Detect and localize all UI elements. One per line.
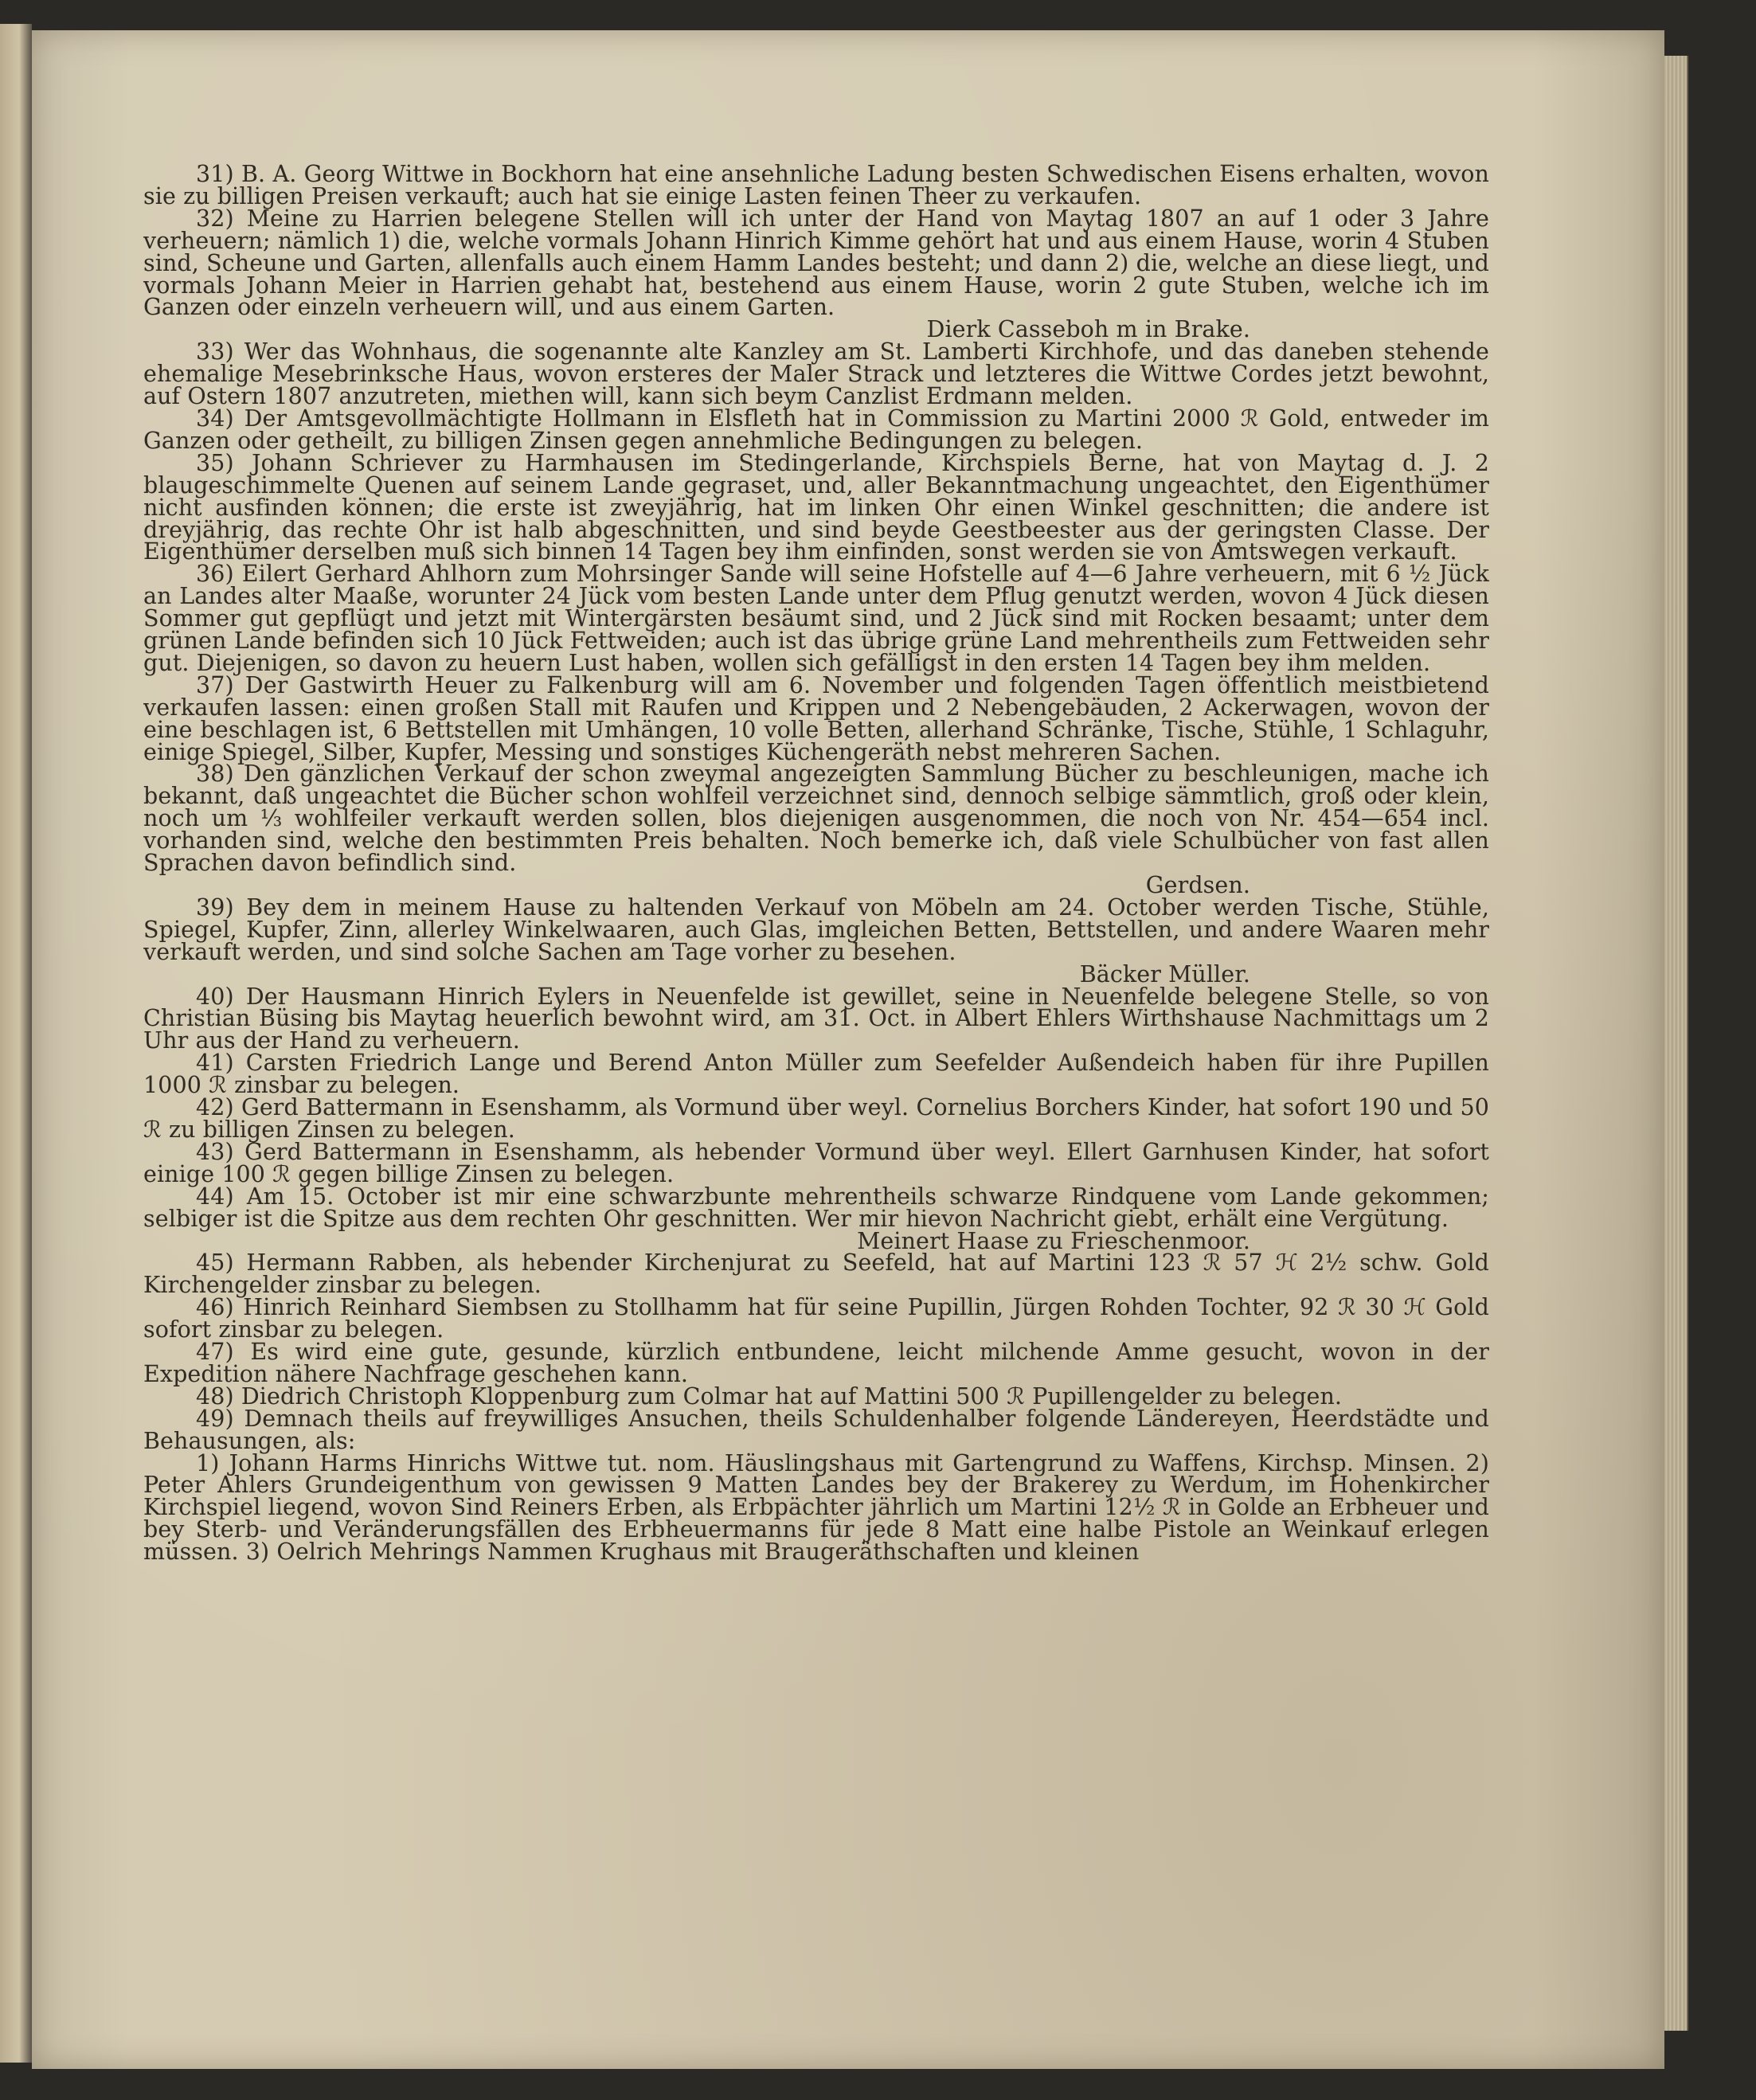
page-stack-edge: [1664, 56, 1688, 2031]
announcement-33: [143, 338, 1489, 410]
announcement-49: [143, 1405, 1489, 1454]
entry-number: 42): [196, 1094, 234, 1121]
entry-text: Wer das Wohnhaus, die sogenannte alte Kanzley am St. Lamberti Kirchhofe, und das daneben stehende ehemalige Mesebrinksche Haus, wovon ersteres der Maler Strack und letzteres die Wittwe Cordes jetzt bewohnt, auf Ostern 1807 anzutreten, miethen will, kann sich beym Canzlist Erdmann melden.: [143, 338, 1489, 410]
entry-number: 46): [196, 1294, 234, 1321]
entry-number: 40): [196, 983, 234, 1010]
entry-number: 35): [196, 449, 234, 476]
signature-38: Gerdsen.: [1145, 872, 1250, 898]
entry-number: 36): [196, 561, 234, 588]
announcement-45: [143, 1249, 1489, 1299]
entry-number: 45): [196, 1249, 234, 1277]
announcement-31: [143, 163, 1489, 208]
entry-number: 44): [196, 1183, 234, 1210]
announcement-48: [143, 1382, 1489, 1410]
announcement-43: [143, 1138, 1489, 1187]
announcement-49-list: [143, 1449, 1489, 1566]
entry-text: Es wird eine gute, gesunde, kürzlich entbundene, leicht milchende Amme gesucht, wovon in der Expedition nähere Nachfrage geschehen kann.: [143, 1339, 1489, 1387]
entry-text: Johann Schriever zu Harmhausen im Stedingerlande, Kirchspiels Berne, hat von Maytag d. J. 2 blaugeschimmelte Quenen auf seinem Lande gegraset, und, aller Bekanntmachung ungeachtet, den Eigenthümer nicht ausfinden können; die erste ist zweyjährig, hat im linken Ohr einen Winkel geschnitten; die andere ist dreyjährig, das rechte Ohr ist halb abgeschnitten, und sind beyde Geestbeester aus der geringsten Classe. Der Eigenthümer derselben muß sich binnen 14 Tagen bey ihm einfinden, sonst werden sie von Amtswegen verkauft.: [143, 449, 1489, 565]
entry-text: Demnach theils auf freywilliges Ansuchen, theils Schuldenhalber folgende Ländereyen, Heerdstädte und Behausungen, als:: [143, 1405, 1489, 1454]
entry-text: Eilert Gerhard Ahlhorn zum Mohrsinger Sande will seine Hofstelle auf 4—6 Jahre verheuern, mit 6 ½ Jück an Landes alter Maaße, worunter 24 Jück vom besten Lande unter dem Pflug genutzt werden, wovon 4 Jück diesen Sommer gut gepflügt und jetzt mit Wintergärsten besäumt sind, und 2 Jück sind mit Rocken besaamt; unter dem grünen Lande befinden sich 10 Jück Fettweiden; auch ist das übrige grüne Land mehrentheils zum Fettweiden sehr gut. Diejenigen, so davon zu heuern Lust haben, wollen sich gefälligst in den ersten 14 Tagen bey ihm melden.: [143, 561, 1489, 676]
announcement-34: [143, 405, 1489, 454]
announcement-46: [143, 1296, 1489, 1341]
entry-number: 47): [196, 1339, 234, 1366]
announcement-42: [143, 1094, 1489, 1143]
announcement-36: [143, 563, 1489, 675]
entry-text: Der Gastwirth Heuer zu Falkenburg will am 6. November und folgenden Tagen öffentlich meistbietend verkaufen lassen: einen großen Stall mit Raufen und Krippen und 2 Nebengebäuden, 2 Ackerwagen, wovon der eine beschlagen ist, 6 Bettstellen mit Umhängen, 10 volle Betten, allerhand Schränke, Tische, Stühle, 1 Schlaguhr, einige Spiegel, Silber, Kupfer, Messing und sonstiges Küchengeräth nebst mehreren Sachen.: [143, 671, 1489, 765]
left-page-edge: [0, 24, 32, 2063]
entry-number: 32): [196, 205, 234, 232]
entry-number: 31): [196, 163, 234, 187]
entry-number: 33): [196, 338, 234, 366]
entry-text: 1) Johann Harms Hinrichs Wittwe tut. nom. Häuslingshaus mit Gartengrund zu Waffens, Kirchsp. Minsen. 2) Peter Ahlers Grundeigenthum von gewissen 9 Matten Landes bey der Brakerey zu Werdum, im Hohenkircher Kirchspiel liegend, wovon Sind Reiners Erben, als Erbpächter jährlich um Martini 12½ ℛ in Golde an Erbheuer und bey Sterb- und Veränderungsfällen des Erbheuermanns für jede 8 Matt eine halbe Pistole an Weinkauf erlegen müssen. 3) Oelrich Mehrings Nammen Krughaus mit Braugeräthschaften und kleinen: [143, 1449, 1489, 1566]
announcement-40: [143, 983, 1489, 1054]
entry-number: 38): [196, 761, 234, 788]
announcement-32: [143, 205, 1489, 321]
entry-text: Meine zu Harrien belegene Stellen will ich unter der Hand von Maytag 1807 an auf 1 oder 3 Jahre verheuern; nämlich 1) die, welche vormals Johann Hinrich Kimme gehört hat und aus einem Hause, worin 4 Stuben sind, Scheune und Garten, allenfalls auch einem Hamm Landes besteht; und dann 2) die, welche an diese liegt, und vormals Johann Meier in Harrien gehabt hat, bestehend aus einem Hause, worin 2 gute Stuben, welche ich im Ganzen oder einzeln verheuern will, und aus einem Garten.: [143, 205, 1489, 321]
entry-number: 34): [196, 405, 234, 432]
entry-number: 43): [196, 1138, 234, 1165]
announcement-47: [143, 1341, 1489, 1386]
announcement-35: [143, 449, 1489, 565]
entry-text: Den gänzlichen Verkauf der schon zweymal angezeigten Sammlung Bücher zu beschleunigen, mache ich bekannt, daß ungeachtet die Bücher schon wohlfeil verzeichnet sind, dennoch selbige sämmtlich, groß oder klein, noch um ⅓ wohlfeiler verkauft werden sollen, blos diejenigen ausgenommen, die noch von Nr. 454—654 incl. vorhanden sind, welche den bestimmten Preis behalten. Noch bemerke ich, daß viele Schulbücher von fast allen Sprachen davon befindlich sind.: [143, 761, 1489, 877]
entry-number: 49): [196, 1405, 234, 1432]
entry-text: Hermann Rabben, als hebender Kirchenjurat zu Seefeld, hat auf Martini 123 ℛ 57 ℋ 2½ schw. Gold Kirchengelder zinsbar zu belegen.: [143, 1249, 1489, 1299]
announcement-44: [143, 1183, 1489, 1232]
announcement-41: [143, 1052, 1489, 1097]
announcements-text: [143, 163, 1489, 1820]
entry-number: 39): [196, 894, 234, 921]
signature-44: Meinert Haase zu Frieschenmoor.: [857, 1227, 1250, 1254]
entry-text: Am 15. October ist mir eine schwarzbunte mehrentheils schwarze Rindquene vom Lande gekommen; selbiger ist die Spitze aus dem rechten Ohr geschnitten. Wer mir hievon Nachricht giebt, erhält eine Vergütung.: [143, 1183, 1489, 1232]
entry-text: Diedrich Christoph Kloppenburg zum Colmar hat auf Mattini 500 ℛ Pupillengelder zu belegen.: [241, 1382, 1343, 1410]
entry-text: Bey dem in meinem Hause zu haltenden Verkauf von Möbeln am 24. October werden Tische, Stühle, Spiegel, Kupfer, Zinn, allerley Winkelwaaren, auch Glas, imgleichen Betten, Bettstellen, und andere Waaren mehr verkauft werden, und sind solche Sachen am Tage vorher zu besehen.: [143, 894, 1489, 965]
announcement-39: [143, 894, 1489, 965]
signature-39: Bäcker Müller.: [1079, 960, 1250, 987]
entry-number: 41): [196, 1050, 234, 1077]
entry-text: Carsten Friedrich Lange und Berend Anton Müller zum Seefelder Außendeich haben für ihre Pupillen 1000 ℛ zinsbar zu belegen.: [143, 1050, 1489, 1099]
entry-number: 37): [196, 671, 234, 698]
announcement-37: [143, 671, 1489, 765]
entry-text: B. A. Georg Wittwe in Bockhorn hat eine ansehnliche Ladung besten Schwedischen Eisens erhalten, wovon sie zu billigen Preisen verkauft; auch hat sie einige Lasten feinen Theer zu verkaufen.: [143, 163, 1489, 209]
entry-text: Der Hausmann Hinrich Eylers in Neuenfelde ist gewillet, seine in Neuenfelde belegene Stelle, so von Christian Büsing bis Maytag heuerlich bewohnt wird, am 31. Oct. in Albert Ehlers Wirthshause Nachmittags um 2 Uhr aus der Hand zu verheuern.: [143, 983, 1489, 1054]
signature-32: Dierk Casseboh m in Brake.: [926, 316, 1250, 343]
entry-text: Hinrich Reinhard Siembsen zu Stollhamm hat für seine Pupillin, Jürgen Rohden Tochter, 92 ℛ 30 ℋ Gold sofort zinsbar zu belegen.: [143, 1294, 1489, 1343]
announcement-38: [143, 761, 1489, 877]
entry-text: Gerd Battermann in Esenshamm, als hebender Vormund über weyl. Ellert Garnhusen Kinder, hat sofort einige 100 ℛ gegen billige Zinsen zu belegen.: [143, 1138, 1489, 1187]
entry-text: Gerd Battermann in Esenshamm, als Vormund über weyl. Cornelius Borchers Kinder, hat sofort 190 und 50 ℛ zu billigen Zinsen zu belegen.: [143, 1094, 1489, 1143]
entry-text: Der Amtsgevollmächtigte Hollmann in Elsfleth hat in Commission zu Martini 2000 ℛ Gold, entweder im Ganzen oder getheilt, zu billigen Zinsen gegen annehmliche Bedingungen zu belegen.: [143, 405, 1489, 454]
entry-number: 48): [196, 1382, 234, 1410]
